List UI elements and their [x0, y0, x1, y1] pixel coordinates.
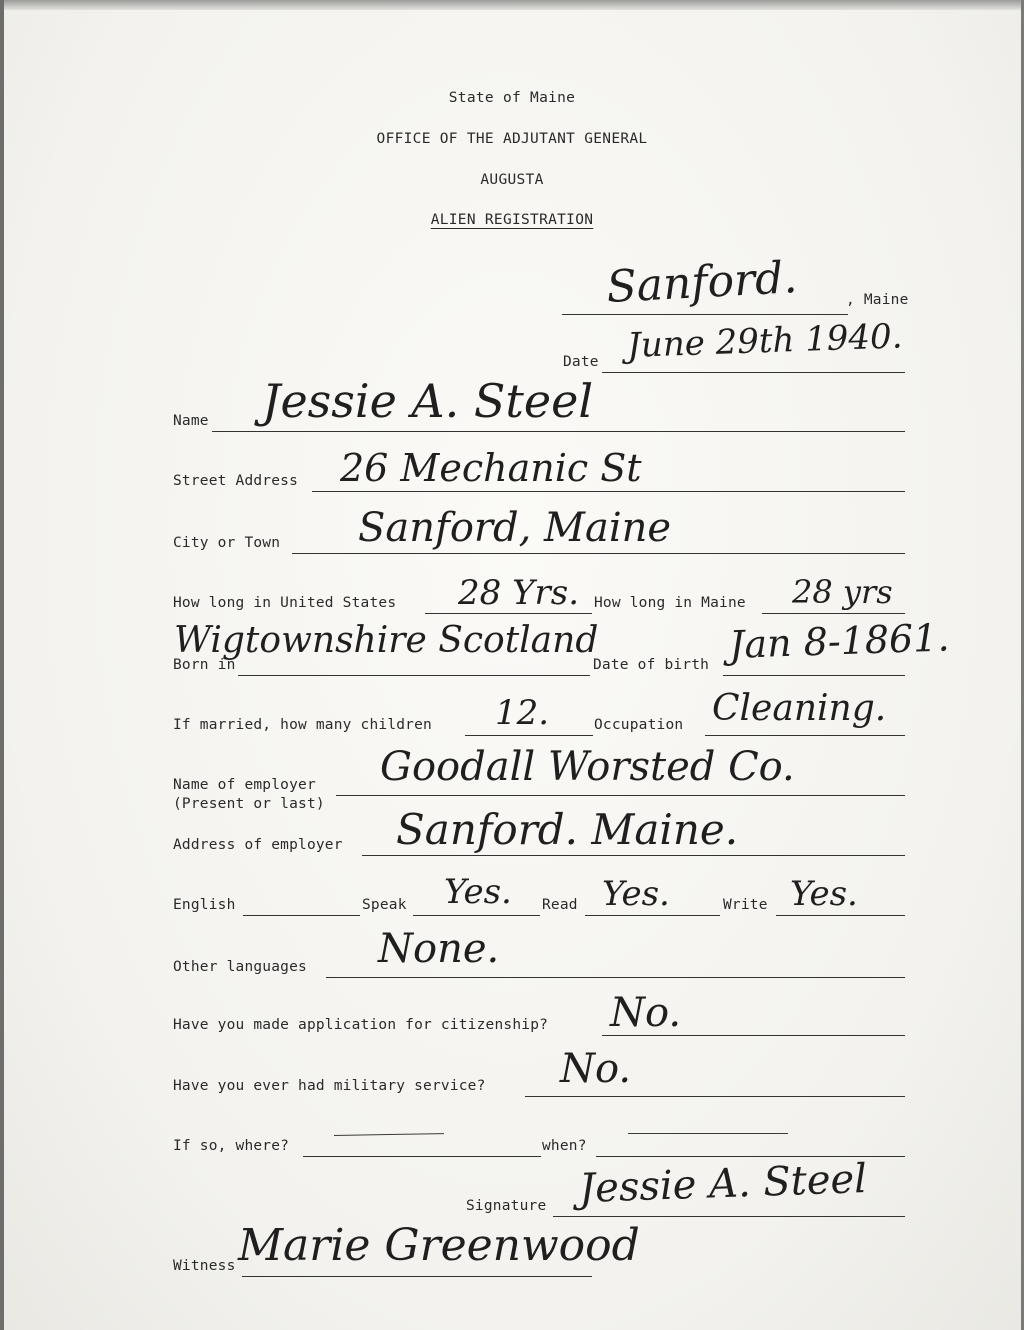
write-line — [776, 915, 905, 916]
town-line — [562, 314, 848, 315]
other-lang-label: Other languages — [173, 959, 307, 975]
us-line — [425, 613, 592, 614]
other-lang-value: None. — [378, 926, 500, 972]
date-line — [602, 372, 905, 373]
employer-note: (Present or last) — [173, 796, 325, 812]
write-value: Yes. — [790, 874, 858, 914]
header-state: State of Maine — [448, 90, 576, 106]
street-line — [312, 491, 905, 492]
children-line — [465, 735, 593, 736]
street-label: Street Address — [173, 473, 299, 489]
name-value: Jessie A. Steel — [262, 374, 594, 428]
header-city: AUGUSTA — [480, 172, 544, 188]
english-line — [243, 915, 360, 916]
signature-value: Jessie A. Steel — [578, 1155, 868, 1212]
maine-label: , Maine — [846, 292, 909, 308]
dob-value: Jan 8-1861. — [728, 615, 951, 667]
scan-edge-top — [0, 0, 1024, 10]
employer-addr-line — [362, 855, 905, 856]
where-dash-mark — [334, 1133, 444, 1136]
when-label: when? — [542, 1138, 587, 1154]
witness-label: Witness — [173, 1258, 236, 1274]
maine-long-value: 28 yrs — [792, 573, 893, 611]
form-title: ALIEN REGISTRATION — [430, 212, 594, 228]
born-label: Born in — [173, 657, 236, 673]
scan-edge-left — [0, 0, 4, 1330]
maine-long-line — [762, 613, 905, 614]
born-value: Wigtownshire Scotland — [174, 620, 599, 661]
if-so-label: If so, where? — [173, 1138, 290, 1154]
town-value: Sanford. — [605, 252, 799, 313]
city-line — [292, 553, 905, 554]
english-label: English — [173, 897, 236, 913]
name-label: Name — [173, 413, 209, 429]
us-label: How long in United States — [173, 595, 397, 611]
if-so-line — [303, 1156, 541, 1157]
name-line — [212, 431, 905, 432]
witness-value: Marie Greenwood — [238, 1220, 640, 1271]
city-value: Sanford, Maine — [358, 505, 672, 551]
military-line — [525, 1096, 905, 1097]
witness-line — [242, 1276, 592, 1277]
speak-value: Yes. — [444, 872, 512, 912]
us-value: 28 Yrs. — [458, 573, 580, 613]
write-label: Write — [723, 897, 768, 913]
employer-addr-label: Address of employer — [173, 837, 343, 853]
read-value: Yes. — [602, 874, 670, 914]
employer-line — [336, 795, 905, 796]
maine-long-label: How long in Maine — [594, 595, 746, 611]
citizenship-label: Have you made application for citizenship? — [173, 1017, 549, 1033]
signature-label: Signature — [466, 1198, 547, 1214]
employer-value: Goodall Worsted Co. — [380, 744, 795, 790]
header-office: OFFICE OF THE ADJUTANT GENERAL — [376, 131, 648, 147]
speak-label: Speak — [362, 897, 407, 913]
speak-line — [413, 915, 540, 916]
date-label: Date — [563, 354, 599, 370]
street-value: 26 Mechanic St — [340, 446, 642, 490]
military-value: No. — [560, 1046, 632, 1092]
signature-line — [553, 1216, 905, 1217]
occupation-value: Cleaning. — [712, 688, 887, 729]
born-line — [238, 675, 590, 676]
dob-label: Date of birth — [593, 657, 710, 673]
children-label: If married, how many children — [173, 717, 432, 733]
other-lang-line — [326, 977, 905, 978]
children-value: 12. — [495, 693, 550, 733]
city-label: City or Town — [173, 535, 281, 551]
employer-label: Name of employer — [173, 777, 316, 793]
read-label: Read — [542, 897, 578, 913]
when-dash-mark — [628, 1133, 788, 1134]
dob-line — [723, 675, 905, 676]
occupation-line — [705, 735, 905, 736]
read-line — [585, 915, 720, 916]
employer-addr-value: Sanford. Maine. — [396, 805, 739, 854]
date-value: June 29th 1940. — [626, 316, 904, 366]
occupation-label: Occupation — [594, 717, 684, 733]
military-label: Have you ever had military service? — [173, 1078, 486, 1094]
citizenship-value: No. — [610, 990, 682, 1036]
